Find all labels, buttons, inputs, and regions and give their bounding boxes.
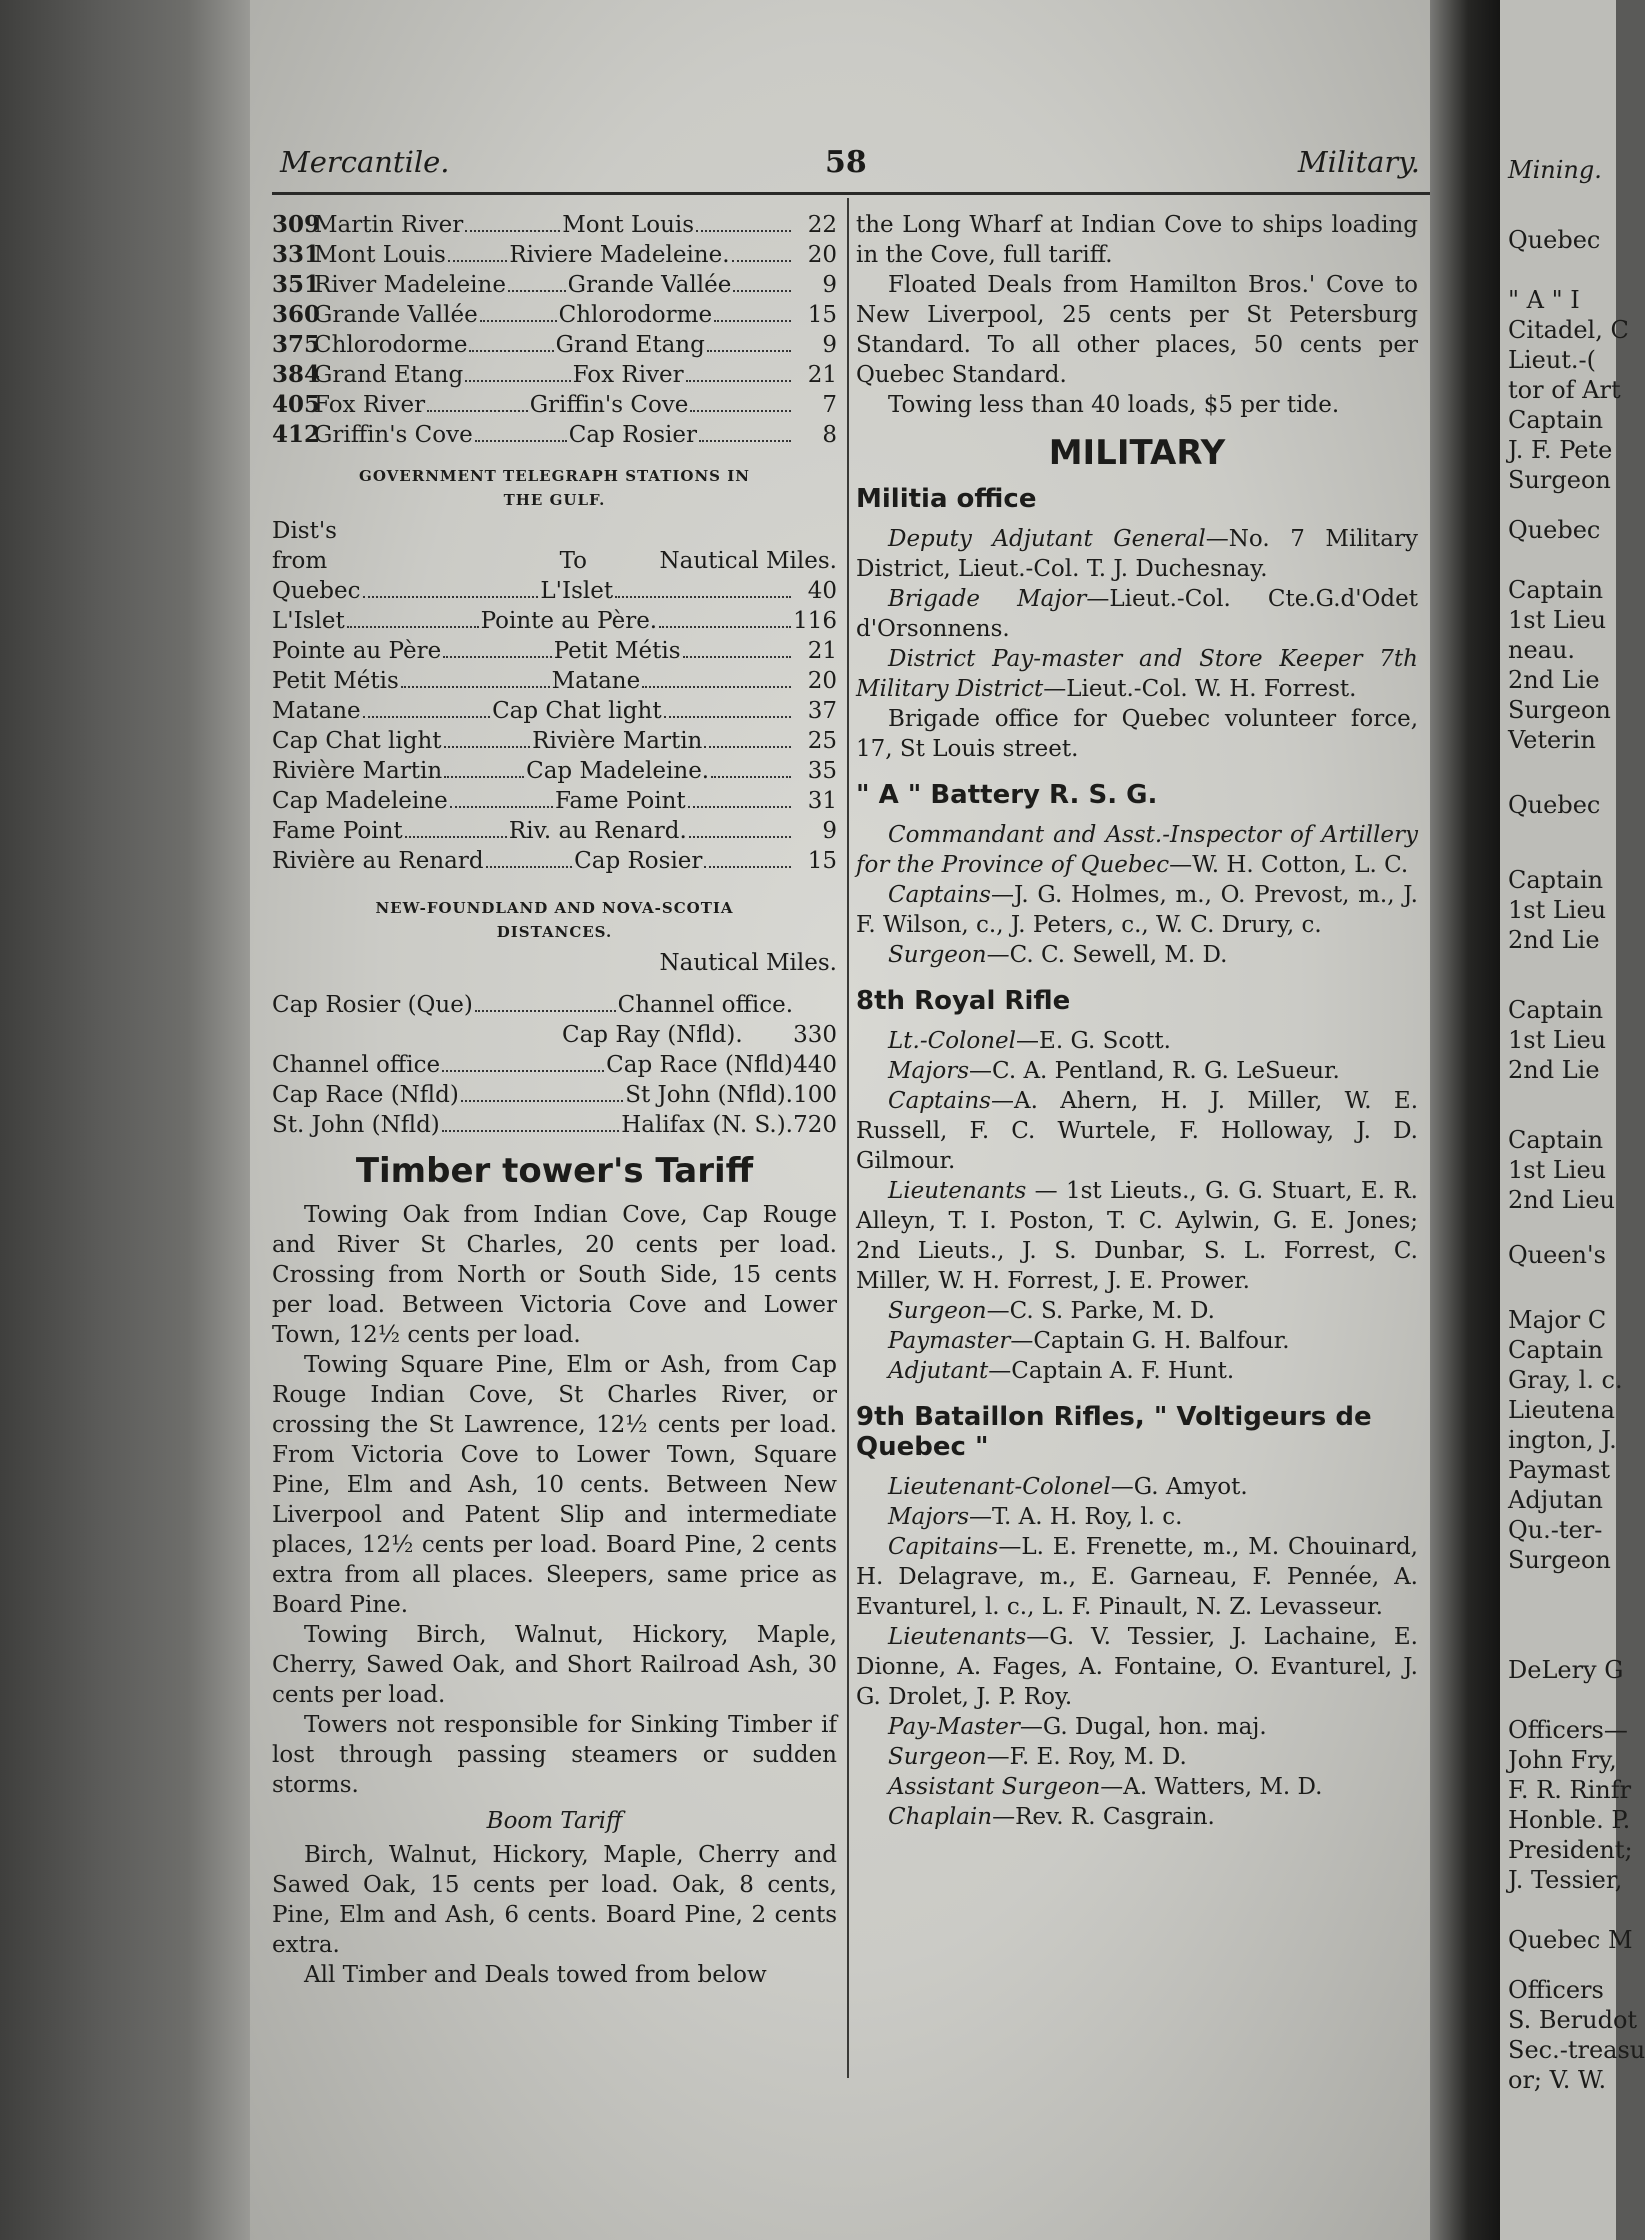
adjacent-page-edge [1500, 0, 1645, 2240]
row-to: Cap Rosier [568, 422, 698, 448]
row-distance: 720 [793, 1112, 837, 1138]
column-divider [847, 198, 849, 2078]
dot-leader [448, 260, 507, 262]
adjacent-page-text: Major C [1508, 1306, 1607, 1334]
adjacent-page-text: Mining. [1508, 156, 1602, 184]
military-entry: Paymaster—Captain G. H. Balfour. [888, 1328, 1290, 1354]
row-from: L'Islet [272, 608, 345, 634]
dot-leader [444, 776, 524, 778]
militia-office-heading: Militia office [856, 484, 1037, 514]
dot-leader [442, 1130, 619, 1132]
dot-leader [363, 596, 539, 598]
military-entry: District Pay-master and Store Keeper 7th Military District—Lieut.-Col. W. H. Forrest. [856, 646, 1418, 702]
telegraph-title: GOVERNMENT TELEGRAPH STATIONS IN THE GULF. [359, 467, 750, 509]
adjacent-page-text: Queen's [1508, 1241, 1606, 1269]
row-number: 360 [272, 301, 321, 328]
row-from: Martin River [314, 212, 464, 238]
header-rule [272, 192, 1430, 195]
voltigeurs-heading: 9th Bataillon Rifles, " Voltigeurs de Quebec " [856, 1402, 1372, 1462]
telegraph-head-from-1: Dist's [272, 518, 337, 544]
dot-leader [686, 380, 791, 382]
row-from: Fox River [314, 392, 426, 418]
adjacent-page-text: DeLery G [1508, 1656, 1624, 1684]
adjacent-page-text: tor of Art [1508, 376, 1621, 404]
adjacent-page-text: Captain [1508, 406, 1604, 434]
dot-leader [690, 410, 791, 412]
row-from: River Madeleine [314, 272, 506, 298]
telegraph-row [272, 816, 837, 846]
telegraph-row [272, 696, 837, 726]
timber-para: Towing Birch, Walnut, Hickory, Maple, Cherry, Sawed Oak, and Short Railroad Ash, 30 cents per load. [272, 1622, 837, 1708]
adjacent-page-text: Veterin [1508, 726, 1596, 754]
row-distance: 100 [793, 1082, 837, 1108]
row-number: 309 [272, 211, 321, 238]
adjacent-page-text: Adjutan [1508, 1486, 1604, 1514]
timber-para: Birch, Walnut, Hickory, Maple, Cherry and Sawed Oak, 15 cents per load. Oak, 8 cents, Pine, Elm and Ash, 6 cents. Board Pine, 2 cents extra. [272, 1842, 837, 1958]
adjacent-page-text: Honble. P. [1508, 1806, 1631, 1834]
row-to: Cap Rosier [574, 848, 703, 874]
dot-leader [615, 596, 791, 598]
adjacent-page-text: neau. [1508, 636, 1576, 664]
dot-leader [405, 836, 507, 838]
telegraph-row [272, 666, 837, 696]
nfld-row [272, 1050, 837, 1080]
book-page [250, 0, 1430, 2240]
row-to: Chlorodorme [558, 302, 713, 328]
row-from: Rivière Martin [272, 758, 443, 784]
dot-leader [711, 776, 791, 778]
adjacent-page-text: Quebec M [1508, 1926, 1633, 1954]
adjacent-page-text: Surgeon [1508, 466, 1611, 494]
dot-leader [659, 626, 791, 628]
row-distance: 15 [807, 302, 838, 328]
dot-leader [444, 746, 531, 748]
row-to: Petit Métis [553, 638, 681, 664]
dot-leader [664, 716, 791, 718]
dot-leader [508, 290, 566, 292]
military-entry: Majors—C. A. Pentland, R. G. LeSueur. [888, 1058, 1340, 1084]
dot-leader [704, 746, 791, 748]
adjacent-page-text: Gray, l. c. [1508, 1366, 1623, 1394]
adjacent-page-text: 1st Lieu [1508, 1026, 1607, 1054]
dot-leader [465, 230, 560, 232]
row-to: Fame Point [555, 788, 686, 814]
military-entry: Lieutenants—G. V. Tessier, J. Lachaine, E. Dionne, A. Fages, A. Fontaine, O. Evanturel, J. G. Drolet, J. P. Roy. [856, 1624, 1418, 1710]
row-distance: 35 [807, 758, 837, 784]
row-distance: 116 [793, 608, 837, 634]
royal-rifle-heading: 8th Royal Rifle [856, 986, 1071, 1016]
row-distance: 9 [822, 332, 838, 358]
nfld-title: NEW-FOUNDLAND AND NOVA-SCOTIA DISTANCES. [375, 899, 734, 941]
header-right: Military. [1297, 145, 1420, 179]
row-from: Rivière au Renard [272, 848, 484, 874]
military-entry: Lt.-Colonel—E. G. Scott. [888, 1028, 1171, 1054]
row-number: 384 [272, 361, 321, 388]
telegraph-row [272, 606, 837, 636]
adjacent-page-text: 2nd Lie [1508, 1056, 1600, 1084]
adjacent-page-text: Officers— [1508, 1716, 1628, 1744]
dot-leader [401, 686, 550, 688]
nfld-row [272, 1080, 837, 1110]
adjacent-page-text: President; [1508, 1836, 1633, 1864]
adjacent-page-text: 1st Lieu [1508, 896, 1607, 924]
row-number: 405 [272, 391, 321, 418]
dot-leader [469, 350, 553, 352]
dot-leader [443, 656, 552, 658]
dot-leader [442, 1070, 604, 1072]
row-from: Griffin's Cove [314, 422, 473, 448]
row-distance: 9 [822, 818, 838, 844]
row-distance: 21 [807, 638, 838, 664]
adjacent-page-text: Officers [1508, 1976, 1604, 2004]
military-entry: Surgeon—C. C. Sewell, M. D. [888, 942, 1228, 968]
adjacent-page-text: " A " I [1508, 286, 1580, 314]
row-from: St. John (Nfld) [272, 1112, 440, 1138]
military-entry: Lieutenant-Colonel—G. Amyot. [888, 1474, 1248, 1500]
row-from: Grande Vallée [314, 302, 478, 328]
row-to: L'Islet [540, 578, 614, 604]
row-distance: 7 [822, 392, 837, 418]
military-entry: Surgeon—C. S. Parke, M. D. [888, 1298, 1215, 1324]
row-to: Grand Etang [555, 332, 705, 358]
row-to: Rivière Martin [532, 728, 703, 754]
row-to: Riv. au Renard. [508, 818, 687, 844]
row-number: 351 [272, 271, 321, 298]
adjacent-page-text: 1st Lieu [1508, 606, 1607, 634]
running-header [280, 145, 1420, 195]
mileage-row [272, 240, 837, 270]
nfld-row: Cap Ray (Nfld). 330 [562, 1022, 837, 1048]
telegraph-row [272, 846, 837, 876]
row-distance: 20 [807, 242, 838, 268]
row-number: 412 [272, 421, 321, 448]
military-entry: Pay-Master—G. Dugal, hon. maj. [888, 1714, 1267, 1740]
row-distance: 40 [807, 578, 838, 604]
row-from: Pointe au Père [272, 638, 442, 664]
military-entry: Chaplain—Rev. R. Casgrain. [888, 1804, 1215, 1830]
military-entry: Captains—A. Ahern, H. J. Miller, W. E. Russell, F. C. Wurtele, F. Holloway, J. D. Gilmour. [856, 1088, 1418, 1174]
book-binding-shadow [0, 0, 250, 2240]
dot-leader [696, 230, 791, 232]
adjacent-page-text: 2nd Lie [1508, 926, 1600, 954]
row-from: Fame Point [272, 818, 403, 844]
row-distance: 440 [793, 1052, 837, 1078]
row-from: Matane [272, 698, 361, 724]
row-distance: 21 [807, 362, 838, 388]
mileage-row [272, 360, 837, 390]
telegraph-row [272, 636, 837, 666]
telegraph-row [272, 756, 837, 786]
military-entry: Deputy Adjutant General—No. 7 Military District, Lieut.-Col. T. J. Duchesnay. [856, 526, 1418, 582]
nfld-row: Cap Rosier (Que) Channel office. [272, 992, 793, 1018]
adjacent-page-text: Surgeon [1508, 1546, 1611, 1574]
military-title: MILITARY [1048, 433, 1226, 473]
adjacent-page-text: Lieutena [1508, 1396, 1615, 1424]
dot-leader [683, 656, 792, 658]
military-entry: Capitains—L. E. Frenette, m., M. Chouinard, H. Delagrave, m., E. Garneau, F. Pennée, A. Evanturel, l. c., L. F. Pinault, N. Z. Levasseur. [856, 1534, 1418, 1620]
adjacent-page-text: S. Berudot [1508, 2006, 1638, 2034]
row-from: Grand Etang [314, 362, 464, 388]
row-to: Halifax (N. S.). [621, 1112, 793, 1138]
row-from: Cap Madeleine [272, 788, 448, 814]
dot-leader [704, 866, 791, 868]
adjacent-page-text: Qu.-ter- [1508, 1516, 1603, 1544]
adjacent-page-text: 2nd Lieu [1508, 1186, 1615, 1214]
left-column [272, 210, 837, 1990]
adjacent-page-text: Citadel, C [1508, 316, 1629, 344]
row-to: Cap Madeleine. [526, 758, 710, 784]
dot-leader [642, 686, 791, 688]
row-distance: 37 [807, 698, 838, 724]
book-gutter-shadow [1430, 0, 1500, 2240]
row-from: Petit Métis [272, 668, 399, 694]
timber-para: All Timber and Deals towed from below [304, 1962, 767, 1988]
row-from: Cap Race (Nfld) [272, 1082, 459, 1108]
tariff-para: Towing less than 40 loads, $5 per tide. [888, 392, 1340, 418]
row-from: Quebec [272, 578, 361, 604]
row-to: Cap Race (Nfld) [606, 1052, 793, 1078]
dot-leader [461, 1100, 623, 1102]
military-entry: Surgeon—F. E. Roy, M. D. [888, 1744, 1187, 1770]
right-column [856, 210, 1418, 1832]
dot-leader [486, 866, 573, 868]
adjacent-page-text: F. R. Rinfr [1508, 1776, 1632, 1804]
military-entry: Adjutant—Captain A. F. Hunt. [888, 1358, 1235, 1384]
mileage-row [272, 330, 837, 360]
adjacent-page-text: Quebec [1508, 226, 1601, 254]
row-distance: 15 [807, 848, 837, 874]
adjacent-page-text: Sec.-treasu [1508, 2036, 1645, 2064]
dot-leader [714, 320, 791, 322]
adjacent-page-text: 2nd Lie [1508, 666, 1600, 694]
adjacent-page-text: John Fry, [1508, 1746, 1617, 1774]
dot-leader [689, 836, 791, 838]
timber-para: Towing Square Pine, Elm or Ash, from Cap Rouge Indian Cove, St Charles River, or crossing the St Lawrence, 12½ cents per load. From Victoria Cove to Lower Town, Square Pine, Elm and Ash, 10 cents. Between New Liverpool and Patent Slip and intermediate places, 12½ cents per load. Board Pine, 2 cents extra from all places. Sleepers, same price as Board Pine. [272, 1352, 837, 1618]
mileage-row [272, 420, 837, 450]
nfld-row [272, 1110, 837, 1140]
tariff-para: Floated Deals from Hamilton Bros.' Cove to New Liverpool, 25 cents per St Petersburg Standard. To all other places, 50 cents per Quebec Standard. [856, 272, 1418, 388]
dot-leader [347, 626, 479, 628]
adjacent-page-text: ington, J. [1508, 1426, 1617, 1454]
adjacent-page-text: J. F. Pete [1508, 436, 1613, 464]
telegraph-table [272, 576, 837, 876]
dot-leader [688, 806, 791, 808]
row-distance: 8 [822, 422, 838, 448]
row-from: Chlorodorme [314, 332, 468, 358]
telegraph-row [272, 726, 837, 756]
dot-leader [475, 440, 567, 442]
row-from: Channel office [272, 1052, 441, 1078]
adjacent-page-text: Captain [1508, 996, 1604, 1024]
row-to: Cap Chat light [492, 698, 662, 724]
timber-title: Timber tower's Tariff [355, 1151, 754, 1191]
dot-leader [733, 290, 791, 292]
adjacent-page-text: or; V. W. [1508, 2066, 1607, 2094]
tariff-continued: the Long Wharf at Indian Cove to ships loading in the Cove, full tariff. [856, 212, 1418, 268]
row-to: Grande Vallée [567, 272, 732, 298]
row-to: Riviere Madeleine. [509, 242, 730, 268]
adjacent-page-text: J. Tessier, [1508, 1866, 1623, 1894]
row-to: Matane [551, 668, 641, 694]
adjacent-page-text: Quebec [1508, 791, 1601, 819]
row-distance: 9 [822, 272, 837, 298]
mileage-row [272, 300, 837, 330]
military-entry: Assistant Surgeon—A. Watters, M. D. [888, 1774, 1323, 1800]
telegraph-table-header: from To Nautical Miles. [272, 548, 837, 574]
row-distance: 20 [807, 668, 837, 694]
dot-leader [732, 260, 791, 262]
adjacent-page-text: Quebec [1508, 516, 1601, 544]
military-entry: Brigade Major—Lieut.-Col. Cte.G.d'Odet d'Orsonnens. [856, 586, 1418, 642]
mileage-table [272, 210, 837, 450]
nfld-table [272, 1050, 837, 1140]
row-from: Mont Louis [314, 242, 446, 268]
dot-leader [427, 410, 528, 412]
row-to: Mont Louis [562, 212, 695, 238]
row-to: Fox River [572, 362, 684, 388]
dot-leader [363, 716, 490, 718]
row-to: St John (Nfld). [625, 1082, 793, 1108]
adjacent-page-text: Lieut.-( [1508, 346, 1597, 374]
adjacent-page-text: Captain [1508, 576, 1604, 604]
header-left: Mercantile. [280, 145, 450, 179]
row-to: Griffin's Cove [529, 392, 689, 418]
military-entry: Lieutenants — 1st Lieuts., G. G. Stuart, E. R. Alleyn, T. I. Poston, T. C. Aylwin, G. E. Jones; 2nd Lieuts., J. S. Dunbar, S. L. Forrest, C. Miller, W. H. Forrest, J. E. Prower. [856, 1178, 1418, 1294]
dot-leader [450, 806, 553, 808]
adjacent-page-text: Paymast [1508, 1456, 1610, 1484]
dot-leader [707, 350, 791, 352]
nfld-miles-head: Nautical Miles. [659, 950, 837, 976]
row-from: Cap Chat light [272, 728, 442, 754]
military-entry: Commandant and Asst.-Inspector of Artillery for the Province of Quebec—W. H. Cotton, L. C. [856, 822, 1418, 878]
military-entry: Captains—J. G. Holmes, m., O. Prevost, m., J. F. Wilson, c., J. Peters, c., W. C. Drury, c. [856, 882, 1418, 938]
telegraph-row [272, 576, 837, 606]
adjacent-page-text: Captain [1508, 1126, 1604, 1154]
telegraph-row [272, 786, 837, 816]
row-distance: 31 [807, 788, 838, 814]
military-entry: Majors—T. A. H. Roy, l. c. [888, 1504, 1183, 1530]
row-to: Pointe au Père. [480, 608, 658, 634]
battery-heading: " A " Battery R. S. G. [856, 780, 1158, 810]
adjacent-page-text: Surgeon [1508, 696, 1611, 724]
row-distance: 25 [807, 728, 837, 754]
military-entry: Brigade office for Quebec volunteer force, 17, St Louis street. [856, 706, 1418, 762]
mileage-row [272, 390, 837, 420]
mileage-row [272, 270, 837, 300]
row-number: 331 [272, 241, 321, 268]
mileage-row [272, 210, 837, 240]
adjacent-page-text: Captain [1508, 866, 1604, 894]
boom-tariff-title: Boom Tariff [486, 1808, 623, 1834]
dot-leader [465, 380, 570, 382]
timber-para: Towers not responsible for Sinking Timber if lost through passing steamers or sudden storms. [272, 1712, 837, 1798]
dot-leader [480, 320, 557, 322]
adjacent-page-text: Captain [1508, 1336, 1604, 1364]
page-number: 58 [825, 145, 867, 180]
adjacent-page-text: 1st Lieu [1508, 1156, 1607, 1184]
row-number: 375 [272, 331, 321, 358]
timber-para: Towing Oak from Indian Cove, Cap Rouge and River St Charles, 20 cents per load. Crossing from North or South Side, 15 cents per load. Between Victoria Cove and Lower Town, 12½ cents per load. [272, 1202, 837, 1348]
row-distance: 22 [807, 212, 837, 238]
dot-leader [699, 440, 791, 442]
